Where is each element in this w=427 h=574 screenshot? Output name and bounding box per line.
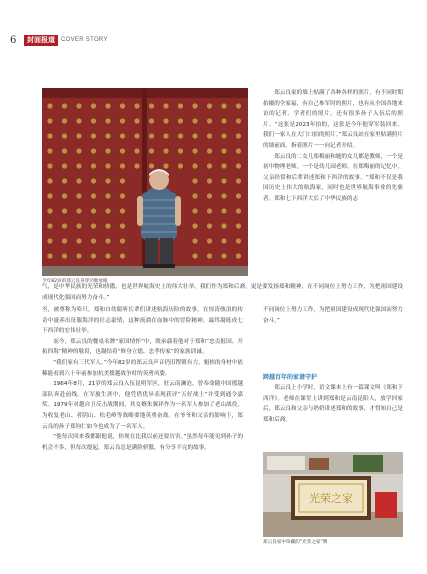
elder-at-gate-illustration	[42, 88, 248, 276]
photo-elder-at-gate	[42, 88, 248, 276]
section-subheading: 跨越百年的家谱守护	[263, 374, 318, 381]
paragraph: “我们家有三代军人。”今年82岁的郑云良声音仍旧铿锵有力，魁梧的身材中依稀能看到六十年前参加抗美援越战争时的英勇风姿。	[42, 359, 243, 377]
section-label: COVER STORY	[61, 37, 108, 43]
page-header	[10, 34, 108, 46]
paragraph: 而今，郑云良的餐桌名牌“家国情怀”中，既承载着他对于郑和“忠贞报国、开拓四海”精神的敬畏，也凝结着“修身立德、忠孝传家”的家族训诫。	[42, 338, 243, 356]
paragraph: 不同岗位上努力工作，为把祖国建设成现代化强国而努力奋斗。”	[263, 307, 403, 324]
article-column-right-mid	[263, 305, 403, 367]
paragraph: 丞，被尊称为哈只。郑和自幼聪听长辈们讲述航海历险的故事，在惊涛骇浪的传奇中滋养出征服海洋的壮志豪情，这种流淌在血脉中的冒险精神，最终凝练成七下西洋的宏伟壮举。	[42, 307, 243, 335]
article-column-left	[42, 305, 243, 535]
photo-caption: 今年82岁的郑云良身穿功勋放眼	[42, 279, 108, 284]
article-column-right-top	[263, 88, 403, 280]
plaque-caption: 郑云良家中珍藏的“光荣之家”牌	[263, 540, 328, 545]
brand-badge: 封面报道	[24, 35, 58, 46]
honor-plaque-illustration	[263, 452, 403, 537]
paragraph: 1964年8月，21岁的郑云良入伍昆明军区，驻云南澜沧，曾奉命随中国援越部队奔赴前线。在军旅生涯中，他凭借优异表现获评“五好战士”并受到通令嘉奖。1979年对越自卫反击战期间，其女婿朱翼祥作为一名军人参加了老山战役，为收复老山、者阴山、松毛岭等战略要地英勇奋战。在爷爷和父亲的影响下，郑云良的孙子郑钧仁如今也成为了一名军人。	[42, 381, 243, 430]
plaque-text: 光荣之家	[309, 492, 353, 505]
paragraph: “他每次回来我都跟他说，你现在比我以前还要厉害。”虽然每年能见到孙子的机会不多，但每次提起，郑云良总是满脸骄傲，有分享不完的故事。	[42, 434, 243, 451]
paragraph: 气，是中华民族的光荣和骄傲，也是世界航海史上的伟大壮举。我们作为郑和后裔，更是要发扬郑和精神，在不同岗位上努力工作，为把祖国建设成现代化强国而努力奋斗。”	[42, 284, 403, 301]
page-number: 6	[10, 34, 17, 46]
paragraph: 郑云良上小学时，语文课本上有一篇课文叫《郑和下西洋》。老师在课堂上讲到郑和是云南昆阳人，放学回家后，郑云良和父亲与奶奶讲述郑和的故事，才得知自己是郑和后裔。	[263, 385, 403, 423]
article-column-right-low	[263, 383, 403, 447]
article-continuation-line	[42, 282, 403, 306]
paragraph: 郑云良的二女儿郑梅丽和她的女儿都是教师，一个是初中物理老师，一个是幼儿园老师。在郑梅丽的记忆中，父亲经常和后辈讲述郑和下西洋的故事。“郑和不仅是我国历史上伟大的航海家，同时也是世界航海事业的先驱者。郑和七下西洋大长了中华民族的志	[263, 153, 403, 202]
photo-honor-plaque	[263, 452, 403, 537]
paragraph: 郑云良家的墙上贴满了各种各样的照片，有不同时期拍摄的全家福，有自己参军时的照片，也有从全国各地来访的记者、学者们的照片，还有很多孙子入伍后的照片。“这张是2023年拍的，这张是今年他穿军装回来，我们一家人在大门口拍的照片。”郑云良站在家里贴满照片的墙前面，指着照片一一向记者介绍。	[263, 90, 403, 149]
